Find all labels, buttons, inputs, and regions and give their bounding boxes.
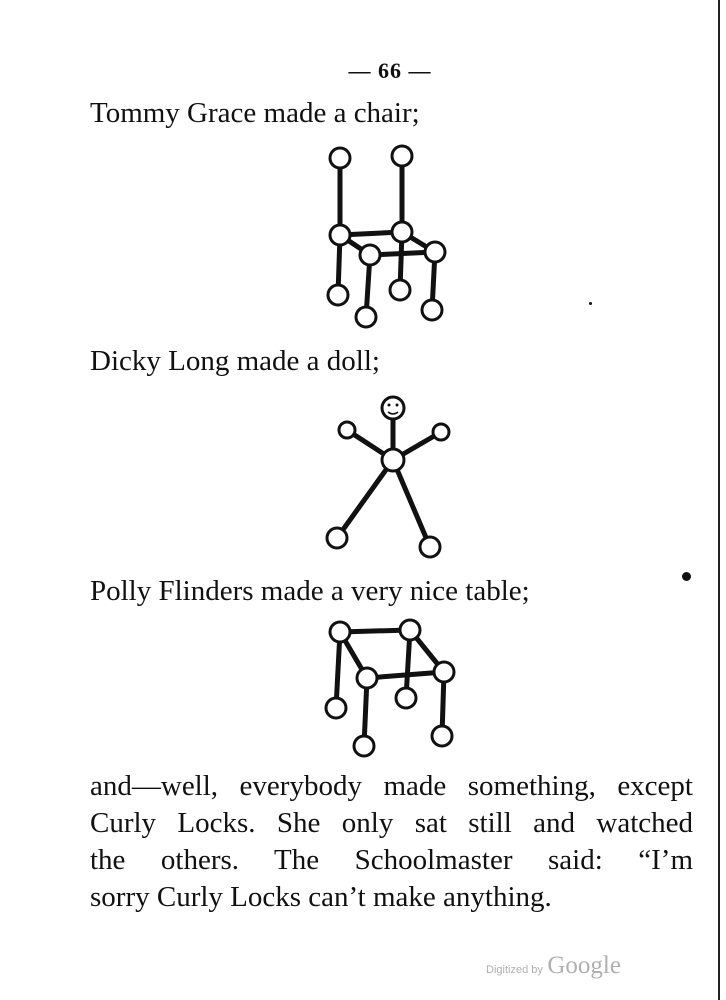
chair-illustration: [320, 140, 460, 335]
paragraph-line: Curly Locks. She only sat still and watched: [90, 807, 693, 839]
paragraph-line: sorry Curly Locks can’t make anything.: [90, 881, 552, 913]
watermark-prefix: Digitized by: [486, 964, 543, 976]
text-line-table: Polly Flinders made a very nice table;: [90, 575, 530, 607]
page-number: — 66 —: [348, 58, 432, 83]
table-illustration: [322, 618, 462, 768]
scan-speck: [682, 572, 691, 581]
paragraph-line: and—well, everybody made something, except: [90, 770, 693, 802]
closing-paragraph: [90, 768, 693, 916]
scan-speck: [589, 302, 592, 305]
digitized-watermark: [486, 952, 621, 980]
paragraph-line: the others. The Schoolmaster said: “I’m: [90, 844, 693, 876]
scan-edge-line: [718, 0, 720, 1000]
text-line-chair: Tommy Grace made a chair;: [90, 97, 420, 129]
doll-illustration: [325, 390, 450, 560]
google-logo: Google: [547, 952, 621, 979]
text-line-doll: Dicky Long made a doll;: [90, 345, 380, 377]
